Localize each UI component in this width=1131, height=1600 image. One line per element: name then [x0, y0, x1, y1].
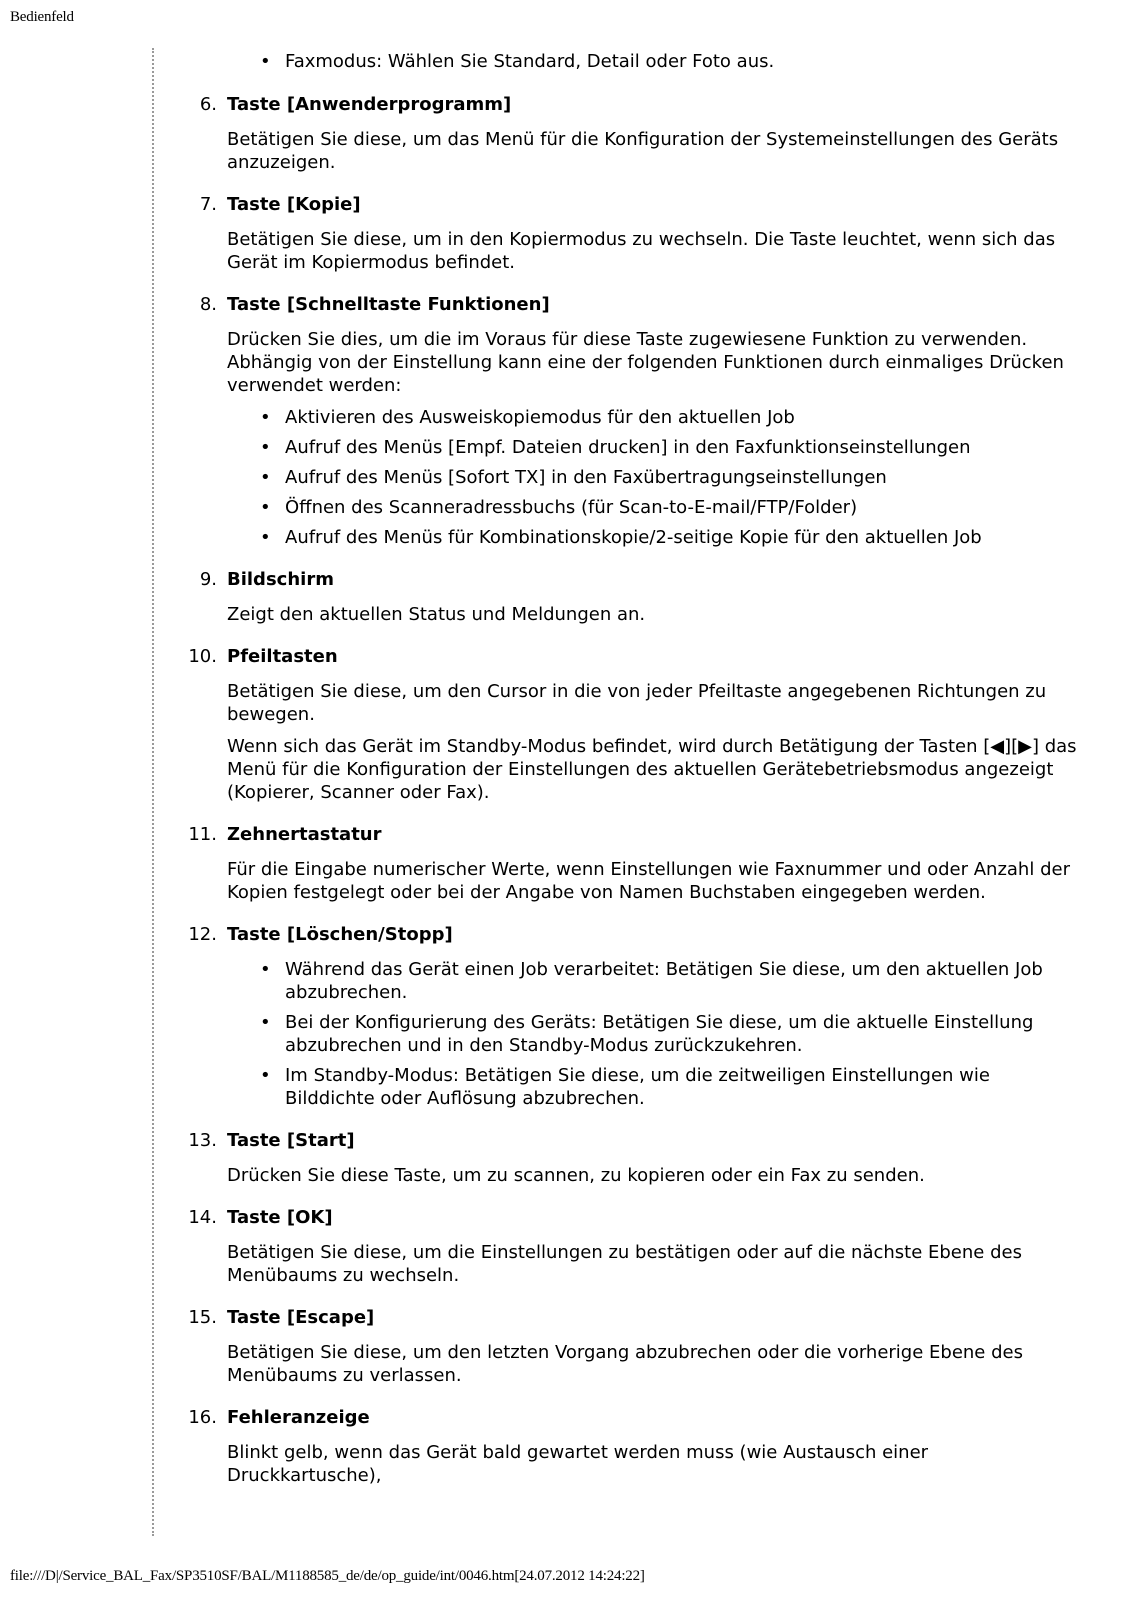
page-header: Bedienfeld: [10, 9, 74, 25]
item-number: 6.: [199, 94, 217, 115]
list-item: • Aufruf des Menüs [Sofort TX] in den Faxübertragungseinstellungen: [180, 466, 1080, 489]
item-number: 7.: [199, 194, 217, 215]
numbered-item: [180, 823, 1080, 904]
item-title: Bildschirm: [227, 569, 334, 590]
item-title: Taste [Schnelltaste Funktionen]: [227, 294, 550, 315]
numbered-item: [180, 93, 1080, 174]
item-title: Taste [Start]: [227, 1130, 355, 1151]
item-number: 13.: [188, 1130, 217, 1151]
item-paragraph: Für die Eingabe numerischer Werte, wenn Einstellungen wie Faxnummer und oder Anzahl der Kopien festgelegt oder bei der Angabe von Namen Buchstaben eingegeben werden.: [227, 859, 1070, 903]
item-title: Fehleranzeige: [227, 1407, 370, 1428]
numbered-item: [180, 1306, 1080, 1387]
item-paragraph: Betätigen Sie diese, um in den Kopiermodus zu wechseln. Die Taste leuchtet, wenn sich das Gerät im Kopiermodus befindet.: [227, 229, 1056, 273]
item-number: 12.: [188, 924, 217, 945]
list-item: • Bei der Konfigurierung des Geräts: Betätigen Sie diese, um die aktuelle Einstellung abzubrechen und in den Standby-Modus zurückzukehren.: [180, 1011, 1080, 1057]
page-footer: file:///D|/Service_BAL_Fax/SP3510SF/BAL/M1188585_de/de/op_guide/int/0046.htm[24.07.2012 14:24:22]: [10, 1568, 645, 1584]
numbered-item: [180, 1406, 1080, 1487]
item-title: Taste [OK]: [227, 1207, 333, 1228]
numbered-item: [180, 645, 1080, 804]
item-paragraph: Drücken Sie diese Taste, um zu scannen, zu kopieren oder ein Fax zu senden.: [227, 1165, 925, 1186]
item-paragraph: Betätigen Sie diese, um den letzten Vorgang abzubrechen oder die vorherige Ebene des Menübaums zu verlassen.: [227, 1342, 1023, 1386]
item-paragraph: Betätigen Sie diese, um den Cursor in die von jeder Pfeiltaste angegebenen Richtungen zu bewegen.: [227, 681, 1047, 725]
list-item: • Faxmodus: Wählen Sie Standard, Detail oder Foto aus.: [180, 50, 1080, 73]
item-number: 10.: [188, 646, 217, 667]
top-bullet-list: [180, 50, 1080, 73]
list-item: • Aktivieren des Ausweiskopiemodus für den aktuellen Job: [180, 406, 1080, 429]
item-title: Taste [Escape]: [227, 1307, 375, 1328]
bullet-list: [180, 406, 1080, 549]
item-title: Taste [Kopie]: [227, 194, 361, 215]
item-number: 16.: [188, 1407, 217, 1428]
item-paragraph: Betätigen Sie diese, um die Einstellungen zu bestätigen oder auf die nächste Ebene des Menübaums zu wechseln.: [227, 1242, 1022, 1286]
numbered-item: [180, 568, 1080, 626]
list-item: • Öffnen des Scanneradressbuchs (für Scan-to-E-mail/FTP/Folder): [180, 496, 1080, 519]
item-number: 14.: [188, 1207, 217, 1228]
item-paragraph: Betätigen Sie diese, um das Menü für die Konfiguration der Systemeinstellungen des Geräts anzuzeigen.: [227, 129, 1059, 173]
document-body: [180, 50, 1080, 1506]
list-item: • Während das Gerät einen Job verarbeitet: Betätigen Sie diese, um den aktuellen Job abzubrechen.: [180, 958, 1080, 1004]
numbered-item: [180, 923, 1080, 1110]
numbered-item: [180, 193, 1080, 274]
item-number: 15.: [188, 1307, 217, 1328]
item-number: 11.: [188, 824, 217, 845]
numbered-item: [180, 293, 1080, 549]
item-title: Taste [Löschen/Stopp]: [227, 924, 453, 945]
bullet-list: [180, 958, 1080, 1110]
item-title: Zehnertastatur: [227, 824, 382, 845]
item-paragraph: Wenn sich das Gerät im Standby-Modus befindet, wird durch Betätigung der Tasten [◀][▶] das Menü für die Konfiguration der Einstellungen des aktuellen Gerätebetriebsmodus angezeigt (Kopierer, Scanner oder Fax).: [227, 736, 1077, 803]
list-item: • Aufruf des Menüs [Empf. Dateien drucken] in den Faxfunktionseinstellungen: [180, 436, 1080, 459]
item-number: 9.: [199, 569, 217, 590]
item-paragraph: Zeigt den aktuellen Status und Meldungen an.: [227, 604, 646, 625]
numbered-item: [180, 1206, 1080, 1287]
side-dotted-rule: [152, 48, 154, 1536]
list-item: • Im Standby-Modus: Betätigen Sie diese, um die zeitweiligen Einstellungen wie Bilddichte oder Auflösung abzubrechen.: [180, 1064, 1080, 1110]
list-item: • Aufruf des Menüs für Kombinationskopie/2-seitige Kopie für den aktuellen Job: [180, 526, 1080, 549]
numbered-item: [180, 1129, 1080, 1187]
item-title: Pfeiltasten: [227, 646, 338, 667]
numbered-list: [180, 93, 1080, 1487]
item-paragraph: Blinkt gelb, wenn das Gerät bald gewartet werden muss (wie Austausch einer Druckkartusche),: [227, 1442, 929, 1486]
item-title: Taste [Anwenderprogramm]: [227, 94, 512, 115]
item-paragraph: Drücken Sie dies, um die im Voraus für diese Taste zugewiesene Funktion zu verwenden. Abhängig von der Einstellung kann eine der folgenden Funktionen durch einmaliges Drücken verwendet werden:: [227, 329, 1064, 396]
item-number: 8.: [199, 294, 217, 315]
